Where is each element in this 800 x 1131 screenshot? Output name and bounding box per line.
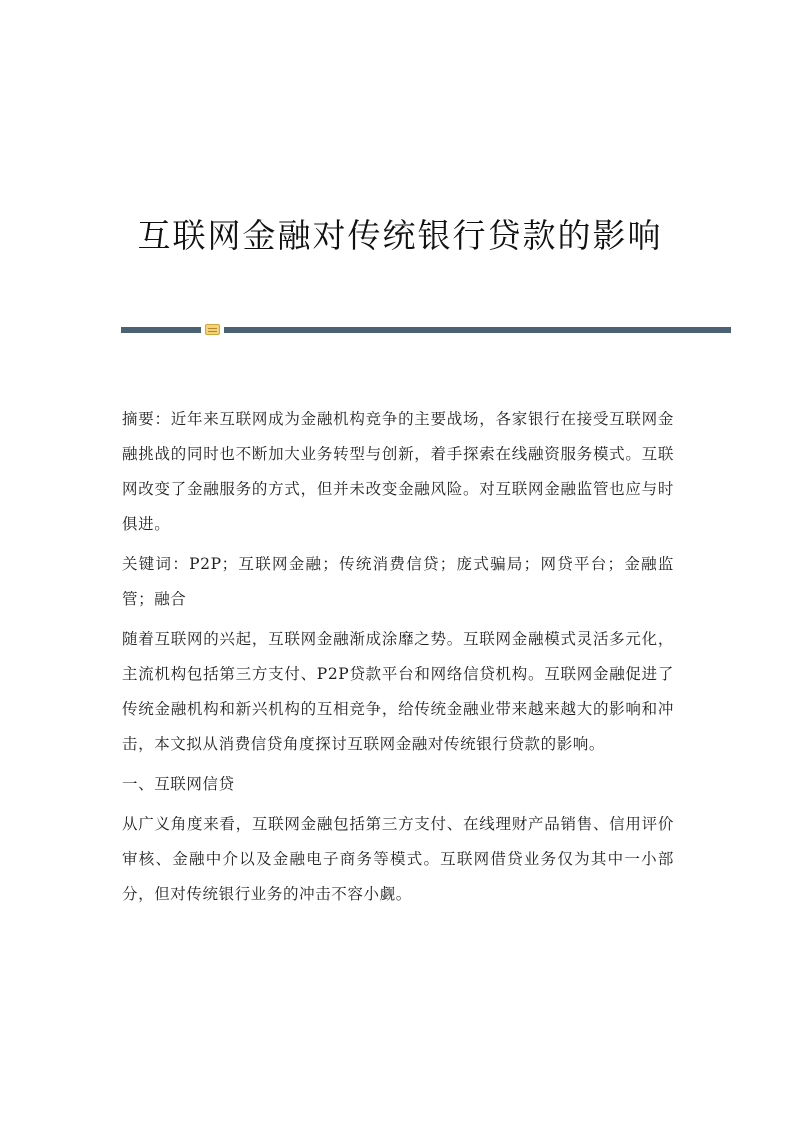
abstract-paragraph: 摘要：近年来互联网成为金融机构竞争的主要战场，各家银行在接受互联网金融挑战的同时也不断加大业务转型与创新，着手探索在线融资服务模式。互联网改变了金融服务的方式，但并未改变金融风险。对互联网金融监管也应与时俱进。 [122, 410, 674, 533]
section-paragraph: 从广义角度来看，互联网金融包括第三方支付、在线理财产品销售、信用评价审核、金融中介以及金融电子商务等模式。互联网借贷业务仅为其中一小部分，但对传统银行业务的冲击不容小觑。 [122, 815, 674, 903]
document-body [122, 402, 674, 917]
divider-bar-right [224, 327, 731, 333]
divider-emblem-icon [205, 324, 220, 335]
section-heading: 一、互联网信贷 [122, 775, 235, 793]
document-title: 互联网金融对传统银行贷款的影响 [137, 216, 663, 256]
title-divider [121, 326, 731, 334]
divider-bar-left [121, 327, 201, 333]
intro-paragraph: 随着互联网的兴起，互联网金融渐成涂靡之势。互联网金融模式灵活多元化，主流机构包括第三方支付、P2P贷款平台和网络信贷机构。互联网金融促进了传统金融机构和新兴机构的互相竞争，给传统金融业带来越来越大的影响和冲击，本文拟从消费信贷角度探讨互联网金融对传统银行贷款的影响。 [122, 630, 674, 753]
keywords-paragraph: 关键词：P2P；互联网金融；传统消费信贷；庞式骗局；网贷平台；金融监管；融合 [122, 555, 674, 608]
